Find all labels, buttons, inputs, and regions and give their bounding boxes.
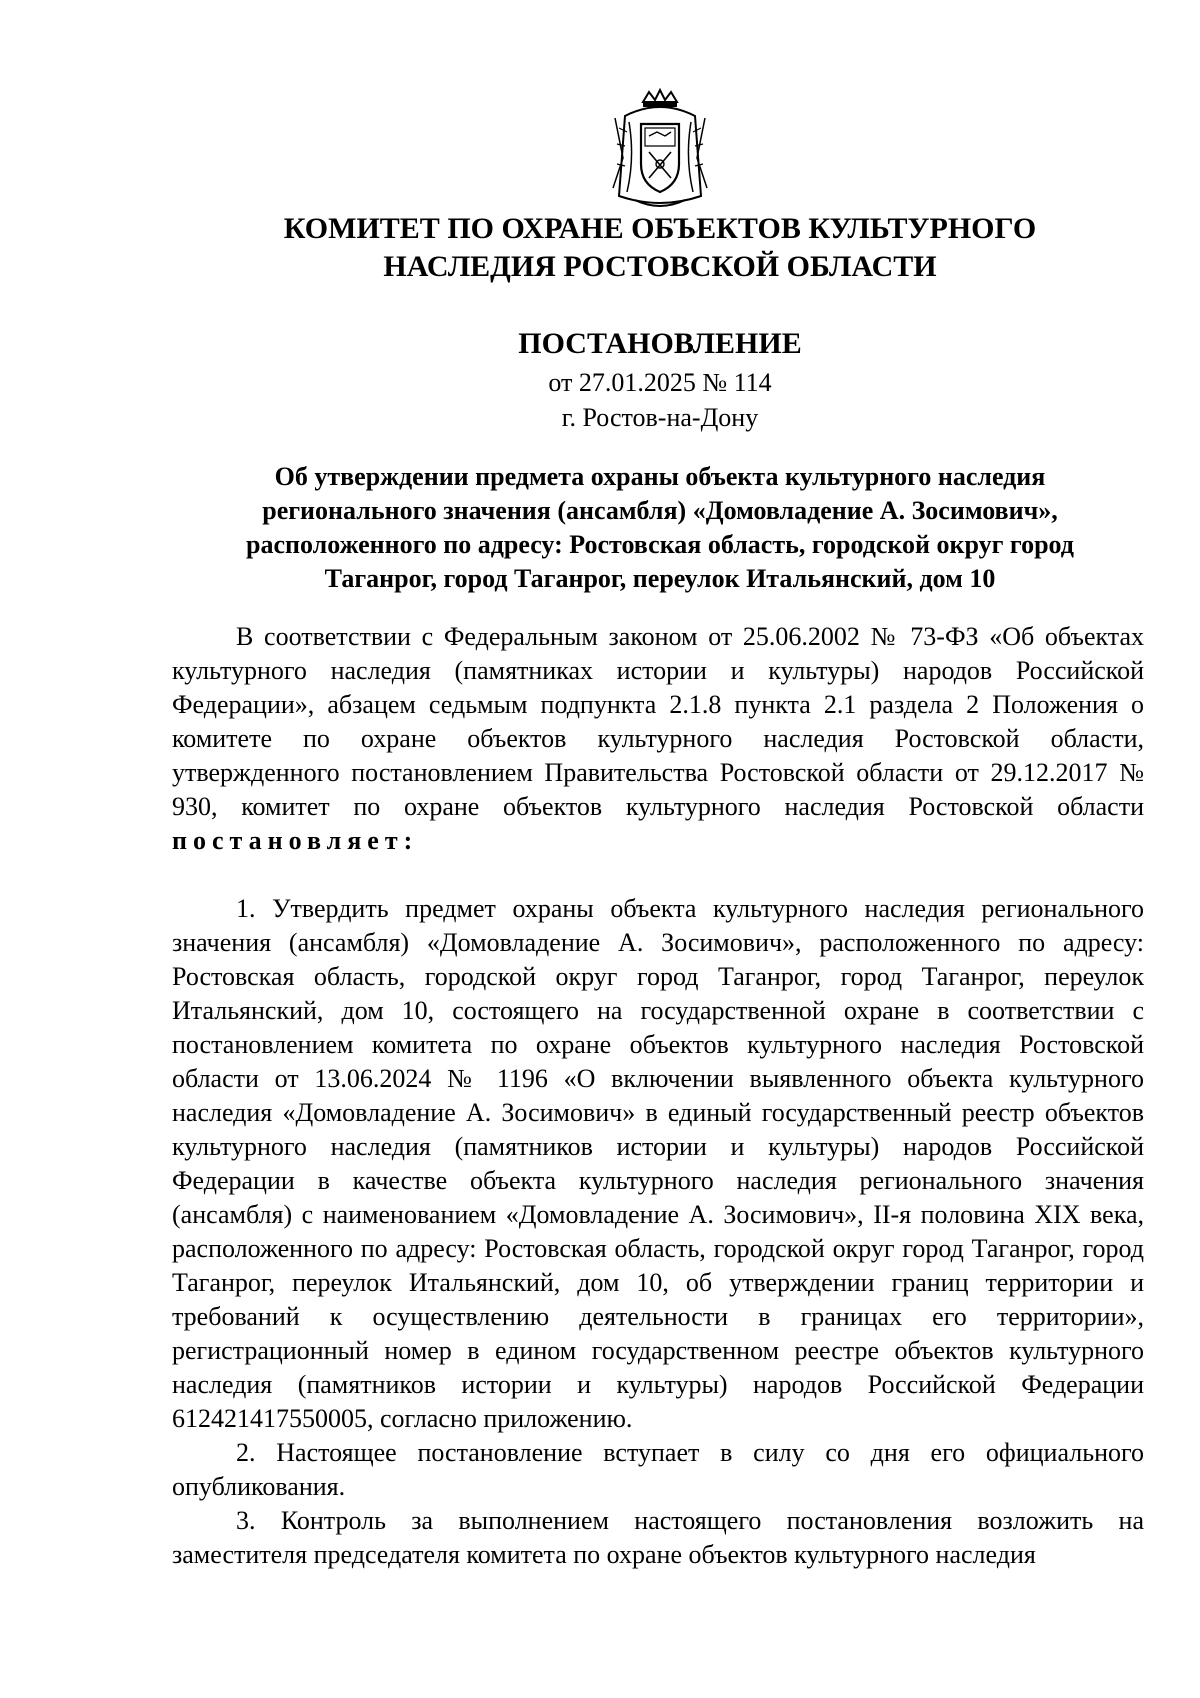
item-paragraph-2: 2. Настоящее постановление вступает в силу со дня его официального опубликования. <box>172 1438 1144 1501</box>
document-meta <box>100 365 1200 435</box>
resolve-word: постановляет: <box>172 826 419 855</box>
org-title-line-2: НАСЛЕДИЯ РОСТОВСКОЙ ОБЛАСТИ <box>383 250 937 283</box>
item-paragraph-1: 1. Утвердить предмет охраны объекта культурного наследия регионального значения (ансамбля) «Домовладение А. Зосимович», расположенного по адресу: Ростовская область, городской округ город Таганрог, город Таганрог, переулок Итальянский, дом 10, состоящего на государственной охране в соответствии с постановлением комитета по охране объектов культурного наследия Ростовской области от 13.06.2024 № 1196 «О включении выявленного объекта культурного наследия «Домовладение А. Зосимович» в единый государственный реестр объектов культурного наследия (памятников истории и культуры) народов Российской Федерации в качестве объекта культурного наследия регионального значения (ансамбля) с наименованием «Домовладение А. Зосимович», II-я половина XIX века, расположенного по адресу: Ростовская область, городской округ город Таганрог, город Таганрог, переулок Итальянский, дом 10, об утверждении границ территории и требований к осуществлению деятельности в границах его территории», регистрационный номер в едином государственном реестре объектов культурного наследия (памятников истории и культуры) народов Российской Федерации 612421417550005, согласно приложению. <box>172 894 1144 1433</box>
preamble-text: В соответствии с Федеральным законом от 25.06.2002 № 73-ФЗ «Об объектах культурного наследия (памятниках истории и культуры) народов Российской Федерации», абзацем седьмым подпункта 2.1.8 пункта 2.1 раздела 2 Положения о комитете по охране объектов культурного наследия Ростовской области, утвержденного постановлением Правительства Ростовской области от 29.12.2017 № 930, комитет по охране объектов культурного наследия Ростовской области <box>172 622 1144 821</box>
document-subject <box>210 460 1110 596</box>
item-paragraph-3: 3. Контроль за выполнением настоящего постановления возложить на заместителя председателя комитета по охране объектов культурного наследия <box>172 1506 1144 1569</box>
document-city: г. Ростов-на-Дону <box>561 403 759 432</box>
document-date-number: от 27.01.2025 № 114 <box>548 368 772 397</box>
subject-line-4: Таганрог, город Таганрог, переулок Итальянский, дом 10 <box>324 564 996 593</box>
coat-of-arms-icon <box>605 88 715 214</box>
subject-line-3: расположенного по адресу: Ростовская область, городской округ город <box>246 530 1074 559</box>
document-type: ПОСТАНОВЛЕНИЕ <box>518 327 802 360</box>
preamble-paragraph <box>172 620 1144 858</box>
organization-title <box>100 210 1200 286</box>
subject-line-2: регионального значения (ансамбля) «Домовладение А. Зосимович», <box>262 496 1058 525</box>
org-title-line-1: КОМИТЕТ ПО ОХРАНЕ ОБЪЕКТОВ КУЛЬТУРНОГО <box>283 212 1037 245</box>
subject-line-1: Об утверждении предмета охраны объекта культурного наследия <box>274 462 1046 491</box>
document-body <box>172 620 1144 1572</box>
